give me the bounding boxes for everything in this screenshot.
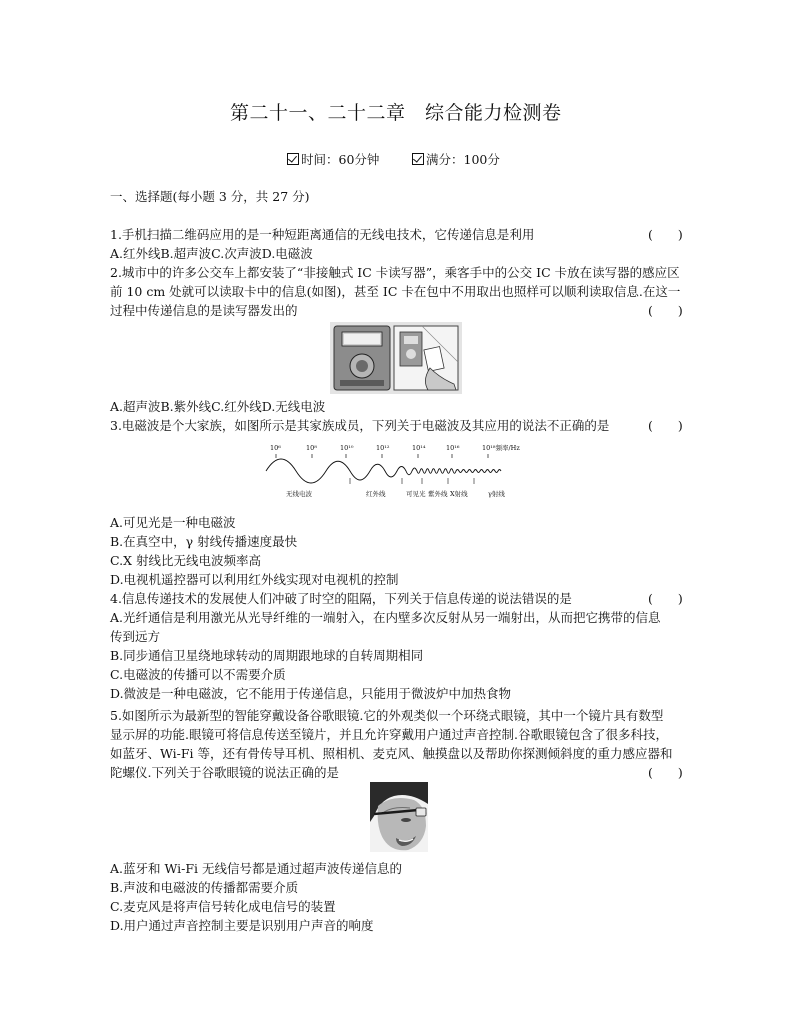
q4-option-a-line2: 传到远方 xyxy=(110,629,161,644)
exam-time-text: 时间：60分钟 xyxy=(301,152,380,167)
tick-label: 10¹⁶ xyxy=(446,444,460,452)
tick-label: 10¹² xyxy=(376,444,390,452)
q4-option-d: D.微波是一种电磁波，它不能用于传递信息，只能用于微波炉中加热食物 xyxy=(110,686,512,701)
section-header: 一、选择题(每小题 3 分，共 27 分) xyxy=(110,189,310,204)
q5-option-c: C.麦克风是将声信号转化成电信号的装置 xyxy=(110,899,336,914)
exam-time xyxy=(287,150,379,168)
q4-stem: 4.信息传递技术的发展使人们冲破了时空的阻隔，下列关于信息传递的说法错误的是 xyxy=(110,591,572,606)
q2-answer-paren: ( ) xyxy=(648,303,683,318)
ic-card-reader-figure xyxy=(330,322,462,394)
checkbox-icon xyxy=(287,153,299,165)
q3-option-a: A.可见光是一种电磁波 xyxy=(110,515,236,530)
q1-stem: 1.手机扫描二维码应用的是一种短距离通信的无线电技术，它传递信息是利用 xyxy=(110,227,535,242)
tick-label: 10¹⁴ xyxy=(412,444,426,452)
q5-line1: 5.如图所示为最新型的智能穿戴设备谷歌眼镜.它的外观类似一个环绕式眼镜，其中一个镜片具有数型 xyxy=(110,708,664,723)
q3-stem: 3.电磁波是个大家族，如图所示是其家族成员，下列关于电磁波及其应用的说法不正确的是 xyxy=(110,418,610,433)
exam-score-text: 满分：100分 xyxy=(426,152,500,167)
band-label: 红外线 xyxy=(366,490,386,498)
q1-answer-paren: ( ) xyxy=(648,227,683,242)
q1-options: A.红外线B.超声波C.次声波D.电磁波 xyxy=(110,246,313,261)
q3-option-b: B.在真空中，γ 射线传播速度最快 xyxy=(110,534,298,549)
q2-line2: 前 10 cm 处就可以读取卡中的信息(如图)，甚至 IC 卡在包中不用取出也照样可以顺利读取信息.在这一 xyxy=(110,284,681,299)
q5-option-a: A.蓝牙和 Wi-Fi 无线信号都是通过超声波传递信息的 xyxy=(110,861,402,876)
band-label: γ射线 xyxy=(488,490,505,498)
q4-answer-paren: ( ) xyxy=(648,591,683,606)
q5-line3: 如蓝牙、Wi-Fi 等，还有骨传导耳机、照相机、麦克风、触摸盘以及帮助你探测倾斜度的重力感应器和 xyxy=(110,746,673,761)
q5-line4: 陀螺仪.下列关于谷歌眼镜的说法正确的是 xyxy=(110,765,339,780)
band-label: 可见光 xyxy=(406,490,426,498)
q5-answer-paren: ( ) xyxy=(648,765,683,780)
checkbox-icon xyxy=(412,153,424,165)
q4-option-a-line1: A.光纤通信是利用激光从光导纤维的一端射入，在内壁多次反射从另一端射出，从而把它携带的信息 xyxy=(110,610,661,625)
tick-label: 10¹⁸频率/Hz xyxy=(482,444,520,452)
q2-options: A.超声波B.紫外线C.红外线D.无线电波 xyxy=(110,399,326,414)
q4-option-b: B.同步通信卫星绕地球转动的周期跟地球的自转周期相同 xyxy=(110,648,424,663)
q5-line2: 显示屏的功能.眼镜可将信息传送至镜片，并且允许穿戴用户通过声音控制.谷歌眼镜包含了很多科技， xyxy=(110,727,668,742)
page-title: 第二十一、二十二章 综合能力检测卷 xyxy=(230,102,562,124)
band-label: X射线 xyxy=(450,490,468,498)
q3-answer-paren: ( ) xyxy=(648,418,683,433)
tick-label: 10⁶ xyxy=(270,444,281,452)
q3-option-c: C.X 射线比无线电波频率高 xyxy=(110,553,261,568)
em-spectrum-figure xyxy=(262,440,532,502)
q3-option-d: D.电视机遥控器可以利用红外线实现对电视机的控制 xyxy=(110,572,399,587)
band-label: 紫外线 xyxy=(428,490,448,498)
q2-line1: 2.城市中的许多公交车上都安装了“非接触式 IC 卡读写器”，乘客手中的公交 IC 卡放在读写器的感应区 xyxy=(110,265,680,280)
tick-label: 10⁸ xyxy=(306,444,317,452)
q5-option-b: B.声波和电磁波的传播都需要介质 xyxy=(110,880,299,895)
q2-line3: 过程中传递信息的是读写器发出的 xyxy=(110,303,298,318)
q4-option-c: C.电磁波的传播可以不需要介质 xyxy=(110,667,286,682)
exam-score xyxy=(412,150,500,168)
band-label: 无线电波 xyxy=(286,490,312,498)
q5-option-d: D.用户通过声音控制主要是识别用户声音的响度 xyxy=(110,918,374,933)
tick-label: 10¹⁰ xyxy=(340,444,354,452)
google-glass-photo xyxy=(370,782,428,852)
